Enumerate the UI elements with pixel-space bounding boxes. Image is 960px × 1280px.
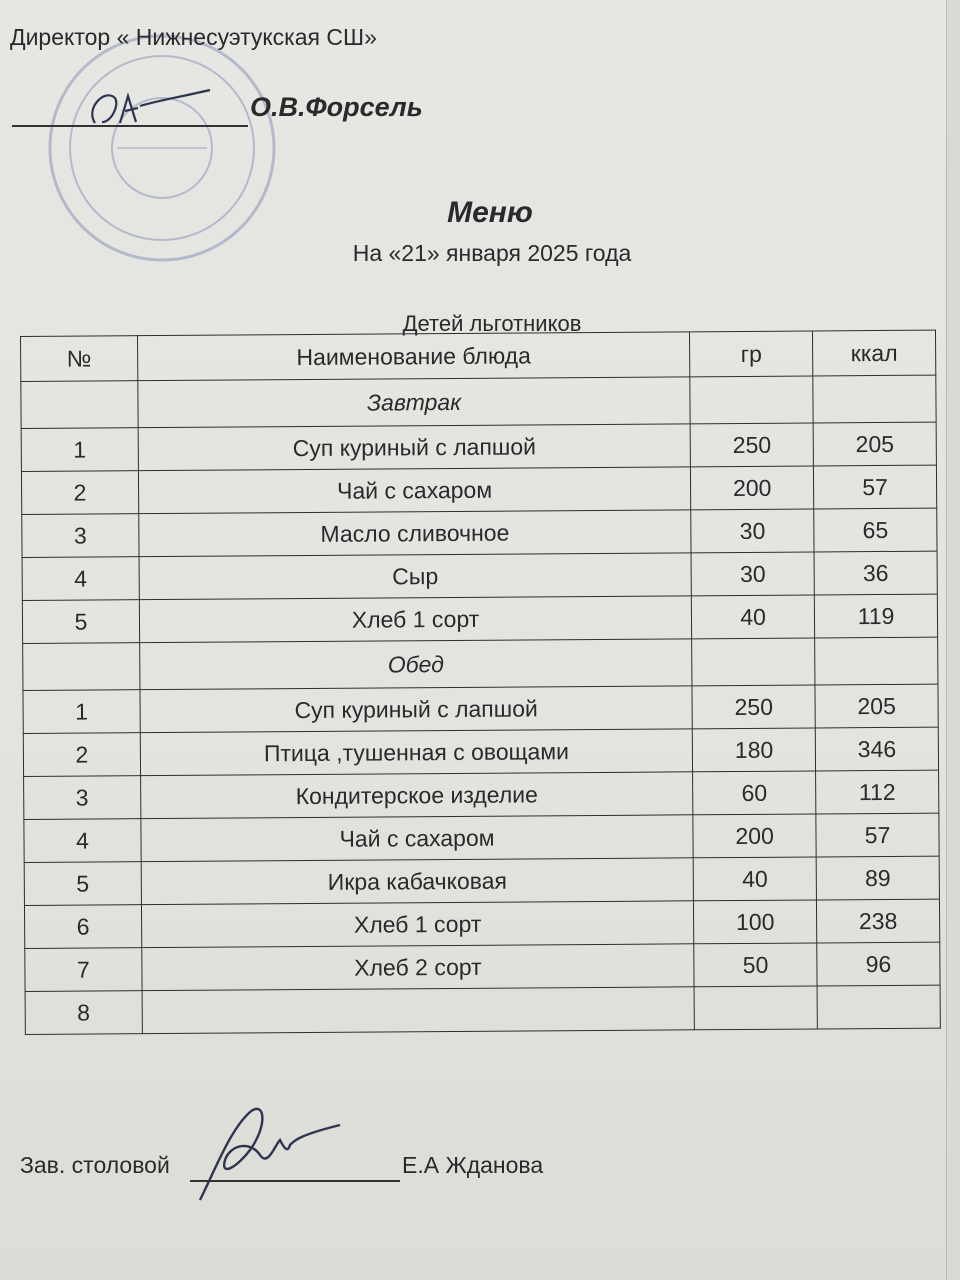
dish-name: Кондитерское изделие <box>140 772 693 819</box>
dish-kcal: 346 <box>815 727 938 771</box>
menu-subtitle: Детей льготников <box>402 311 582 336</box>
row-number: 2 <box>23 733 140 777</box>
dish-kcal: 119 <box>814 594 937 638</box>
row-number: 2 <box>21 471 138 515</box>
dish-name <box>142 987 695 1034</box>
dish-name: Масло сливочное <box>139 510 692 557</box>
header-number: № <box>21 336 138 382</box>
header-dish-name: Наименование блюда <box>137 332 690 381</box>
dish-name: Суп куриный с лапшой <box>138 424 691 471</box>
dish-grams: 200 <box>691 466 814 510</box>
table-row <box>23 684 938 733</box>
dish-kcal: 205 <box>813 422 936 466</box>
row-number: 4 <box>24 819 141 863</box>
section-row-lunch <box>23 637 938 690</box>
dish-kcal: 65 <box>814 508 937 552</box>
dish-name: Икра кабачковая <box>141 858 694 905</box>
dish-grams: 40 <box>693 857 816 901</box>
section-empty-cell <box>813 375 936 423</box>
section-empty-cell <box>692 638 815 686</box>
canteen-signature-line <box>190 1180 400 1182</box>
row-number: 4 <box>22 557 139 601</box>
table-row <box>24 856 939 905</box>
menu-date: На «21» января 2025 года <box>352 240 632 266</box>
dish-kcal <box>817 985 940 1029</box>
table-row <box>24 813 939 862</box>
dish-grams: 250 <box>690 423 813 467</box>
dish-kcal: 112 <box>816 770 939 814</box>
section-title-lunch: Обед <box>139 639 692 690</box>
section-empty-cell <box>815 637 938 685</box>
row-number: 5 <box>22 600 139 644</box>
dish-name: Хлеб 1 сорт <box>141 901 694 948</box>
dish-kcal: 238 <box>817 899 940 943</box>
dish-kcal: 96 <box>817 942 940 986</box>
canteen-head-name: Е.А Жданова <box>402 1152 544 1178</box>
dish-grams: 40 <box>692 595 815 639</box>
dish-grams <box>694 986 817 1030</box>
dish-kcal: 205 <box>815 684 938 728</box>
menu-table <box>20 330 941 1035</box>
header-kcal: ккал <box>813 330 936 376</box>
table-row <box>25 985 940 1034</box>
canteen-head-label: Зав. столовой <box>20 1152 170 1178</box>
dish-name: Хлеб 2 сорт <box>142 944 695 991</box>
table-row <box>22 508 937 557</box>
table-row <box>22 594 937 643</box>
dish-name: Сыр <box>139 553 692 600</box>
table-header-row <box>21 330 936 381</box>
row-number: 3 <box>24 776 141 820</box>
row-number: 6 <box>24 905 141 949</box>
dish-name: Птица ,тушенная с овощами <box>140 729 693 776</box>
dish-name: Хлеб 1 сорт <box>139 596 692 643</box>
director-signature <box>80 78 220 138</box>
dish-grams: 100 <box>694 900 817 944</box>
section-empty-cell <box>21 381 138 429</box>
table-row <box>21 465 936 514</box>
dish-grams: 30 <box>691 552 814 596</box>
row-number: 1 <box>23 690 140 734</box>
dish-name: Чай с сахаром <box>138 467 691 514</box>
header-grams: гр <box>690 331 813 377</box>
director-signature-line <box>12 125 248 127</box>
dish-kcal: 57 <box>814 465 937 509</box>
round-stamp-seal <box>12 28 302 268</box>
row-number: 5 <box>24 862 141 906</box>
dish-name: Суп куриный с лапшой <box>140 686 693 733</box>
director-label: Директор « Нижнесуэтукская СШ» <box>10 24 377 50</box>
dish-kcal: 57 <box>816 813 939 857</box>
dish-grams: 50 <box>694 943 817 987</box>
table-row <box>25 942 940 991</box>
director-name: О.В.Форсель <box>250 92 423 122</box>
section-empty-cell <box>23 643 140 691</box>
table-row <box>23 727 938 776</box>
section-title-breakfast: Завтрак <box>138 377 691 428</box>
section-row-breakfast <box>21 375 936 428</box>
section-empty-cell <box>690 376 813 424</box>
dish-grams: 30 <box>691 509 814 553</box>
dish-grams: 60 <box>693 771 816 815</box>
table-row <box>24 899 939 948</box>
table-row <box>21 422 936 471</box>
row-number: 8 <box>25 991 142 1035</box>
row-number: 1 <box>21 428 138 472</box>
dish-grams: 250 <box>692 685 815 729</box>
dish-kcal: 36 <box>814 551 937 595</box>
dish-name: Чай с сахаром <box>141 815 694 862</box>
dish-grams: 200 <box>693 814 816 858</box>
row-number: 7 <box>25 948 142 992</box>
table-row <box>24 770 939 819</box>
dish-grams: 180 <box>692 728 815 772</box>
page-title: Меню <box>447 196 533 229</box>
row-number: 3 <box>22 514 139 558</box>
dish-kcal: 89 <box>816 856 939 900</box>
canteen-head-signature <box>190 1100 350 1210</box>
table-row <box>22 551 937 600</box>
